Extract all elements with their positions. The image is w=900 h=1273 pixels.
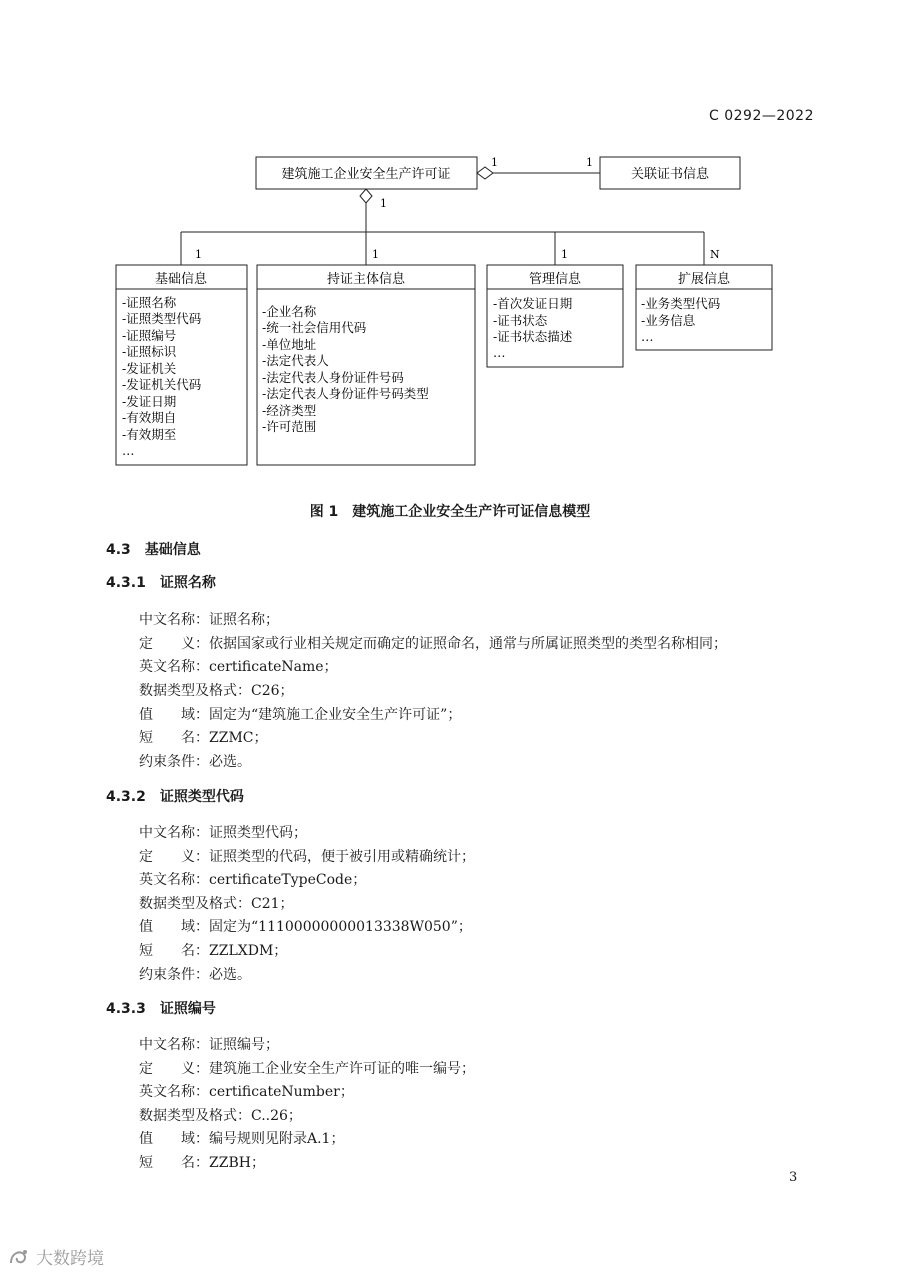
basic-info-item: -发证机关代码: [122, 377, 202, 392]
basic-info-item: -证照类型代码: [122, 311, 202, 326]
management-info-box: [487, 265, 623, 367]
field-line: 值 域：固定为“建筑施工企业安全生产许可证”；: [139, 707, 462, 723]
field-line: 约束条件：必选。: [139, 754, 251, 770]
field-line: 定 义：建筑施工企业安全生产许可证的唯一编号；: [139, 1061, 475, 1077]
field-line: 英文名称：certificateNumber；: [139, 1084, 354, 1100]
field-line: 约束条件：必选。: [139, 967, 251, 983]
holder-info-item: -统一社会信用代码: [262, 320, 367, 335]
extension-info-item: -业务类型代码: [641, 296, 721, 311]
basic-multiplicity: 1: [195, 248, 202, 261]
extension-info-item: …: [641, 329, 654, 344]
basic-info-item: -证照名称: [122, 295, 177, 310]
holder-info-item: -企业名称: [262, 304, 317, 319]
field-line: 定 义：依据国家或行业相关规定而确定的证照命名，通常与所属证照类型的类型名称相同；: [139, 636, 727, 652]
field-line: 数据类型及格式：C..26；: [139, 1108, 302, 1124]
field-line: 定 义：证照类型的代码，便于被引用或精确统计；: [139, 849, 475, 865]
basic-info-item: -证照标识: [122, 344, 177, 359]
management-info-title: 管理信息: [528, 272, 582, 287]
basic-info-box: [116, 265, 247, 465]
field-line: 中文名称：证照编号；: [139, 1037, 279, 1053]
field-line: 数据类型及格式：C26；: [139, 683, 294, 699]
root-children-multiplicity: 1: [380, 197, 387, 210]
basic-info-item: -发证日期: [122, 394, 177, 409]
management-info-item: -证书状态描述: [493, 329, 573, 344]
holder-multiplicity: 1: [372, 248, 379, 261]
holder-info-item: -单位地址: [262, 337, 317, 352]
extension-info-title: 扩展信息: [677, 272, 731, 287]
field-line: 中文名称：证照名称；: [139, 612, 279, 628]
section-heading: 4.3 基础信息: [106, 542, 201, 558]
watermark: [8, 1244, 104, 1269]
associated-box-label: 关联证书信息: [630, 167, 710, 182]
holder-info-item: -法定代表人: [262, 353, 329, 368]
holder-info-item: -经济类型: [262, 403, 317, 418]
associated-multiplicity: 1: [586, 156, 593, 169]
watermark-logo-icon: [8, 1248, 30, 1266]
management-info-item: -首次发证日期: [493, 296, 573, 311]
field-line: 值 域：编号规则见附录A.1；: [139, 1131, 345, 1147]
holder-info-item: -法定代表人身份证件号码: [262, 370, 404, 385]
field-line: 短 名：ZZLXDM；: [139, 943, 288, 959]
holder-info-item: -法定代表人身份证件号码类型: [262, 386, 429, 401]
basic-info-item: -有效期自: [122, 410, 177, 425]
field-line: 短 名：ZZBH；: [139, 1155, 265, 1171]
aggregation-diamond-down: [360, 189, 372, 203]
subsection-heading-4-3-2: 4.3.2 证照类型代码: [106, 789, 244, 805]
watermark-text: 大数跨境: [36, 1249, 104, 1269]
basic-info-item: …: [122, 443, 135, 458]
extension-info-item: -业务信息: [641, 313, 696, 328]
subsection-heading-4-3-1: 4.3.1 证照名称: [106, 575, 216, 591]
field-line: 数据类型及格式：C21；: [139, 896, 294, 912]
management-info-item: …: [493, 345, 506, 360]
field-line: 短 名：ZZMC；: [139, 730, 268, 746]
holder-info-title: 持证主体信息: [326, 272, 406, 287]
basic-info-item: -有效期至: [122, 427, 177, 442]
holder-info-box: [257, 265, 475, 465]
subsection-heading-4-3-3: 4.3.3 证照编号: [106, 1001, 216, 1017]
standard-code: C 0292—2022: [709, 108, 814, 124]
field-line: 值 域：固定为“11100000000013338W050”；: [139, 919, 472, 935]
info-model-diagram: [0, 0, 900, 495]
holder-info-item: -许可范围: [262, 419, 317, 434]
field-line: 中文名称：证照类型代码；: [139, 825, 307, 841]
field-line: 英文名称：certificateTypeCode；: [139, 872, 367, 888]
root-multiplicity: 1: [491, 156, 498, 169]
basic-info-title: 基础信息: [154, 272, 208, 287]
basic-info-item: -发证机关: [122, 361, 177, 376]
basic-info-item: -证照编号: [122, 328, 177, 343]
field-line: 英文名称：certificateName；: [139, 659, 338, 675]
management-info-item: -证书状态: [493, 313, 548, 328]
management-multiplicity: 1: [561, 248, 568, 261]
root-box-label: 建筑施工企业安全生产许可证: [281, 167, 451, 182]
figure-caption: 图 1 建筑施工企业安全生产许可证信息模型: [309, 504, 591, 520]
extension-multiplicity: N: [710, 248, 720, 261]
page-number: 3: [789, 1170, 798, 1185]
extension-info-box: [636, 265, 772, 350]
